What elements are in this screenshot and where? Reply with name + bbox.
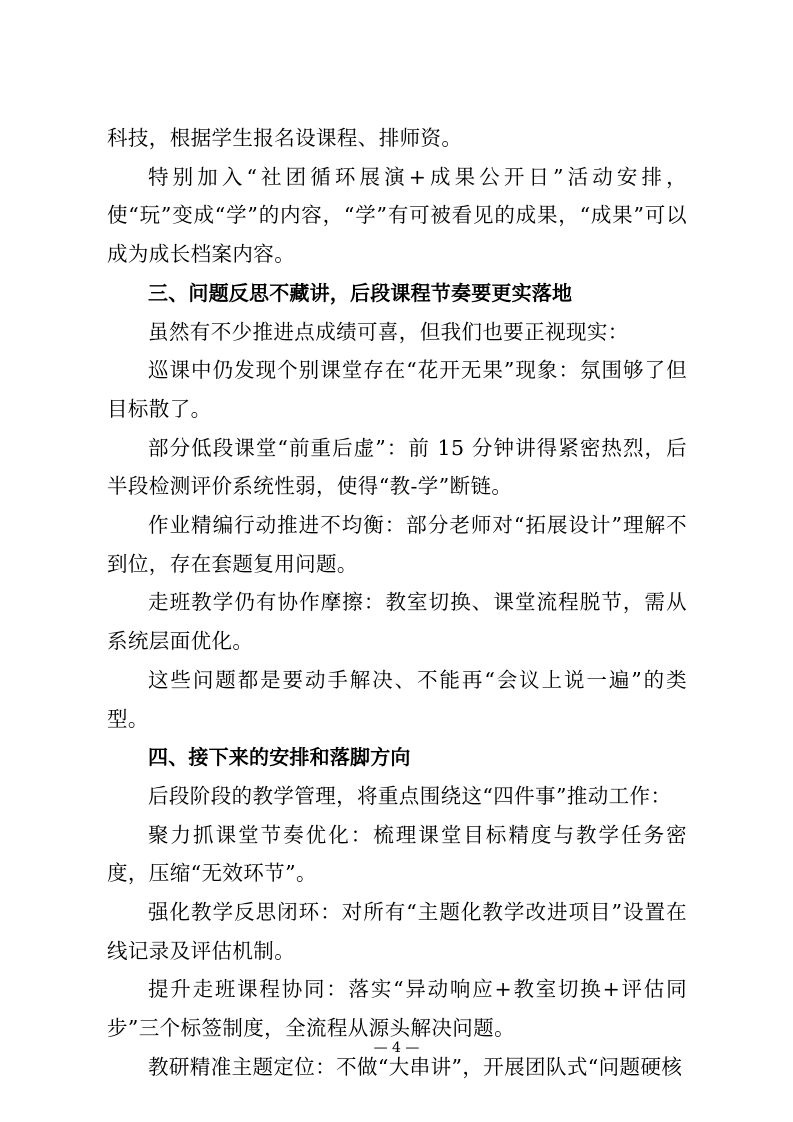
document-body — [107, 119, 687, 1087]
section-heading-three: 三、问题反思不藏讲，后段课程节奏要更实落地 — [148, 280, 573, 305]
paragraph-continuation: 科技，根据学生报名设课程、排师资。 — [107, 126, 463, 150]
paragraph-plan-rhythm: 聚力抓课堂节奏优化：梳理课堂目标精度与教学任务密度，压缩“无效环节”。 — [107, 822, 687, 886]
paragraph-reflection-intro: 虽然有不少推进点成绩可喜，但我们也要正视现实： — [148, 319, 629, 344]
paragraph-plan-reflection: 强化教学反思闭环：对所有“主题化教学改进项目”设置在线记录及评估机制。 — [107, 900, 687, 963]
paragraph-issue-class-rotation: 走班教学仍有协作摩擦：教室切换、课堂流程脱节，需从系统层面优化。 — [107, 590, 687, 654]
paragraph-plan-coordination: 提升走班课程协同：落实“异动响应+教室切换+评估同步”三个标签制度，全流程从源头解决问题。 — [107, 977, 687, 1041]
paragraph-plan-research: 教研精准主题定位：不做“大串讲”，开展团队式“问题硬核 — [148, 1054, 683, 1079]
paragraph-club-activities: 特别加入“社团循环展演+成果公开日”活动安排，使“玩”变成“学”的内容，“学”有可被看见的成果，“成果”可以成为成长档案内容。 — [107, 164, 687, 267]
paragraph-issue-classroom: 巡课中仍发现个别课堂存在“花开无果”现象：氛围够了但目标散了。 — [107, 358, 687, 421]
section-heading-four: 四、接下来的安排和落脚方向 — [148, 745, 411, 770]
paragraph-plan-intro: 后段阶段的教学管理，将重点围绕这“四件事”推动工作： — [148, 783, 672, 808]
paragraph-issue-summary: 这些问题都是要动手解决、不能再“会议上说一遍”的类型。 — [107, 667, 687, 731]
paragraph-issue-lower-grade: 部分低段课堂“前重后虚”：前 15 分钟讲得紧密热烈，后半段检测评价系统性弱，使得“教-学”断链。 — [107, 435, 687, 499]
paragraph-issue-homework: 作业精编行动推进不均衡：部分老师对“拓展设计”理解不到位，存在套题复用问题。 — [107, 513, 687, 576]
page-number: — 4 — — [373, 1040, 420, 1056]
